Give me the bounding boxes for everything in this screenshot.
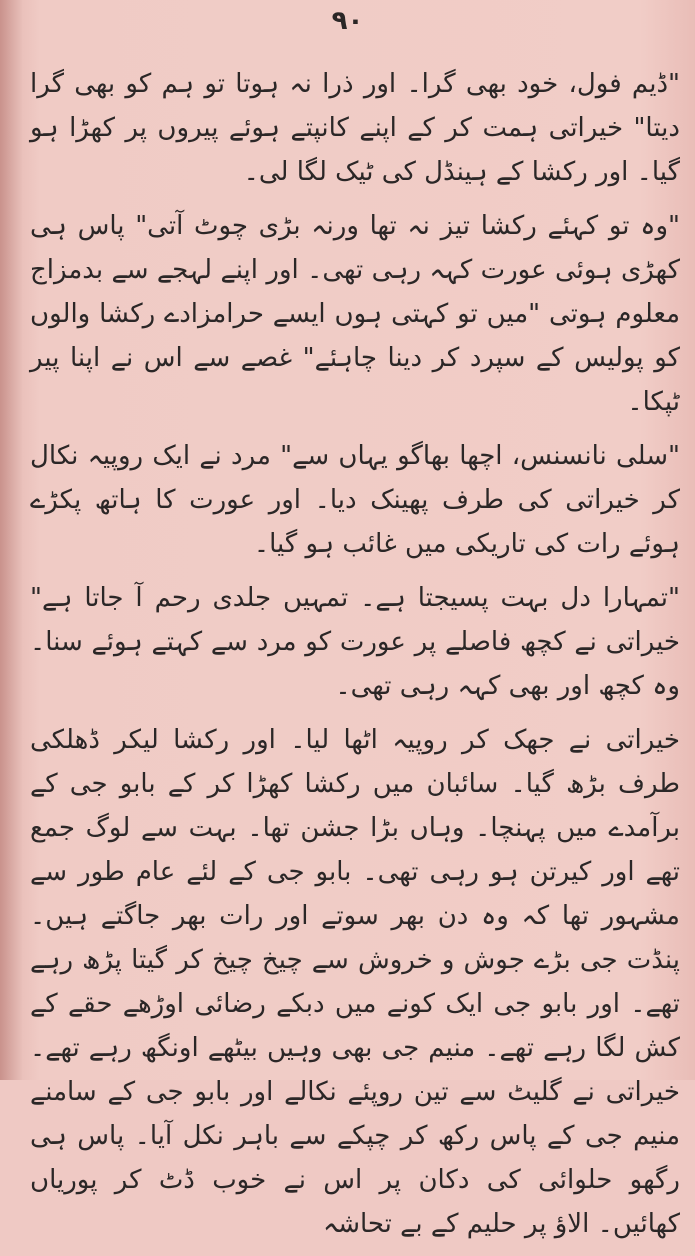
body-text [30,62,680,1256]
paragraph: "ڈیم فول، خود بھی گرا۔ اور ذرا نہ ہوتا تو ہم کو بھی گرا دیتا" خیراتی ہمت کر کے اپنے کانپتے ہوئے پیروں پر کھڑا ہو گیا۔ اور رکشا کے ہینڈل کی ٹیک لگا لی۔ [30,69,680,187]
page-number: ۹۰ [331,6,364,36]
paragraph: خیراتی نے جھک کر روپیہ اٹھا لیا۔ اور رکشا لیکر ڈھلکی طرف بڑھ گیا۔ سائبان میں رکشا کھڑا کر کے بابو جی کے برآمدے میں پہنچا۔ وہاں بڑا جشن تھا۔ بہت سے لوگ جمع تھے اور کیرتن ہو رہی تھی۔ بابو جی کے لئے عام طور سے مشہور تھا کہ وہ دن بھر سوتے اور رات بھر جاگتے ہیں۔ پنڈت جی بڑے جوش و خروش سے چیخ چیخ کر گیتا پڑھ رہے تھے۔ اور بابو جی ایک کونے میں دبکے رضائی اوڑھے حقے کے کش لگا رہے تھے۔ منیم جی بھی وہیں بیٹھے اونگھ رہے تھے۔ خیراتی نے گلیٹ سے تین روپئے نکالے اور بابو جی کے سامنے منیم جی کے پاس رکھ کر چپکے سے باہر نکل آیا۔ پاس ہی رگھو حلوائی کی دکان پر اس نے خوب ڈٹ کر پوریاں کھائیں۔ الاؤ پر حلیم کے بے تحاشہ [30,725,680,1239]
paragraph: "وہ تو کہئے رکشا تیز نہ تھا ورنہ بڑی چوٹ آتی" پاس ہی کھڑی ہوئی عورت کہہ رہی تھی۔ اور اپنے لہجے سے بدمزاج معلوم ہوتی "میں تو کہتی ہوں ایسے حرامزادے رکشا والوں کو پولیس کے سپرد کر دینا چاہئے" غصے سے اس نے اپنا پیر ٹپکا۔ [30,211,680,417]
page-spine [0,0,22,1080]
paragraph: "سلی نانسنس، اچھا بھاگو یہاں سے" مرد نے ایک روپیہ نکال کر خیراتی کی طرف پھینک دیا۔ اور عورت کا ہاتھ پکڑے ہوئے رات کی تاریکی میں غائب ہو گیا۔ [30,441,680,559]
paragraph: "تمہارا دل بہت پسیجتا ہے۔ تمہیں جلدی رحم آ جاتا ہے" خیراتی نے کچھ فاصلے پر عورت کو مرد سے کہتے ہوئے سنا۔ وہ کچھ اور بھی کہہ رہی تھی۔ [30,583,680,701]
